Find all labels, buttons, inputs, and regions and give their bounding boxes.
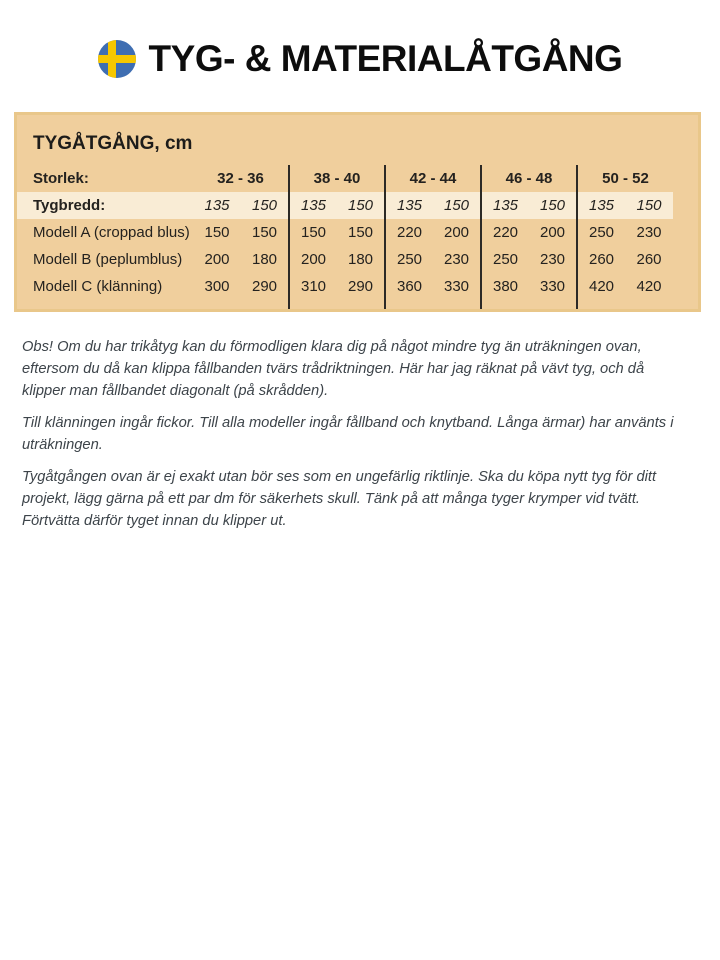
consumption-value: 290 [347,278,374,295]
model-row [17,246,673,273]
page-header [0,0,720,80]
fabric-width-value: 135 [385,192,433,219]
fabric-width-value: 135 [289,192,337,219]
size-group-header: 32 - 36 [217,170,264,187]
consumption-value: 260 [577,246,625,273]
swedish-flag-icon [98,40,136,78]
consumption-value: 330 [443,278,470,295]
size-group-header: 38 - 40 [289,165,385,192]
consumption-value: 260 [636,251,662,268]
consumption-value: 380 [481,273,529,300]
fabric-consumption-table [14,112,701,312]
fabric-width-value: 150 [337,192,385,219]
size-group-header: 50 - 52 [577,165,673,192]
consumption-value: 420 [577,273,625,300]
consumption-value: 150 [204,224,230,241]
note-paragraph: Tygåtgången ovan är ej exakt utan bör ses som en ungefärlig riktlinje. Ska du köpa nytt tyg för ditt projekt, lägg gärna på ett par dm för säkerhets skull. Tänk på att många tyger krymper vid tvätt. Förtvätta därför tyget innan du klipper ut. [22,469,657,530]
consumption-value: 230 [636,224,662,241]
table-bottom-spacer [17,300,673,309]
fabric-width-value: 150 [529,192,577,219]
size-group-header: 42 - 44 [385,165,481,192]
consumption-value: 180 [347,251,374,268]
consumption-value: 250 [577,219,625,246]
model-label: Modell A (croppad blus) [33,224,190,241]
size-header-row [17,165,673,192]
model-label: Modell C (klänning) [33,278,163,295]
flag-cross-horizontal [98,55,136,63]
consumption-value: 150 [289,219,337,246]
note-paragraph: Till klänningen ingår fickor. Till alla modeller ingår fållband och knytband. Långa ärmar) har använts i uträkningen. [22,415,674,454]
consumption-value: 250 [385,246,433,273]
consumption-value: 250 [481,246,529,273]
table-title: TYGÅTGÅNG, cm [33,133,193,154]
consumption-value: 230 [539,251,566,268]
storlek-label: Storlek: [33,170,89,187]
consumption-value: 200 [204,251,230,268]
size-group-header: 46 - 48 [481,165,577,192]
fabric-width-value: 150 [433,192,481,219]
fabric-width-value: 135 [193,192,241,219]
consumption-value: 230 [443,251,470,268]
fabric-width-row [17,192,673,219]
model-row [17,273,673,300]
consumption-value: 220 [385,219,433,246]
consumption-value: 150 [251,224,278,241]
consumption-value: 310 [289,273,337,300]
note-paragraph: Obs! Om du har trikåtyg kan du förmodligen klara dig på något mindre tyg än uträkningen ovan, eftersom du då kan klippa fållbanden tvärs trådriktningen. Här har jag räknat på vävt tyg, och då klipper man fållbandet diagonalt (på skrådden). [22,339,645,400]
consumption-value: 180 [251,251,278,268]
fabric-width-value: 135 [577,192,625,219]
model-row [17,219,673,246]
consumption-value: 150 [347,224,374,241]
consumption-value: 300 [204,278,230,295]
fabric-width-value: 135 [481,192,529,219]
consumption-value: 290 [251,278,278,295]
consumption-value: 200 [539,224,566,241]
fabric-width-value: 150 [625,192,673,219]
consumption-value: 420 [636,278,662,295]
notes-section [22,336,690,532]
model-label: Modell B (peplumblus) [33,251,183,268]
tygbredd-label: Tygbredd: [17,192,193,219]
consumption-table [17,165,673,309]
consumption-value: 360 [385,273,433,300]
page-title: TYG- & MATERIALÅTGÅNG [148,38,623,79]
consumption-value: 330 [539,278,566,295]
consumption-value: 220 [481,219,529,246]
fabric-width-value: 150 [241,192,289,219]
consumption-value: 200 [443,224,470,241]
consumption-value: 200 [289,246,337,273]
